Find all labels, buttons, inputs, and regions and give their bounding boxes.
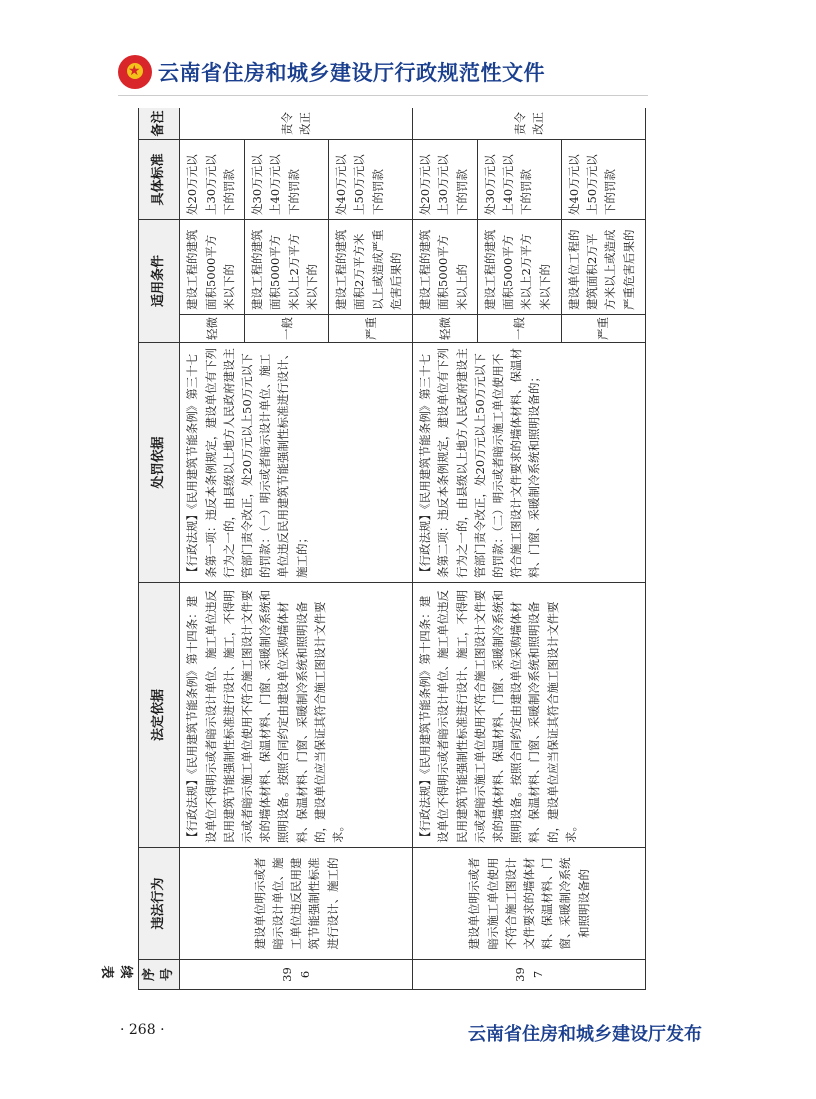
tier-standard: 处30万元以上40万元以下的罚款 (245, 139, 329, 219)
penalty-basis-cell: 【行政法规】《民用建筑节能条例》第三十七条第二项：违反本条例规定，建设单位有下列行为之一的，由县级以上地方人民政府建设主管部门责令改正，处20万元以上50万元以下的罚款：（二）明示或者暗示施工单位使用不符合施工图设计文件要求的墙体材料、保温材料、门窗、采暖制冷系统和照明设备的； (413, 343, 646, 583)
table-row (413, 108, 478, 990)
penalty-basis-cell: 【行政法规】《民用建筑节能条例》第三十七条第一项：违反本条例规定，建设单位有下列行为之一的，由县级以上地方人民政府建设主管部门责令改正，处20万元以上50万元以下的罚款：（一）明示或者暗示设计单位、施工单位违反民用建筑节能强制性标准进行设计、施工的； (180, 343, 413, 583)
row-index: 396 (180, 960, 413, 990)
tier-condition: 建设单位工程的建筑面积2万平方米以上或造成严重危害后果的 (561, 219, 645, 314)
violation-cell: 建设单位明示或者暗示施工单位使用不符合施工图设计文件要求的墙体材料、保温材料、门窗、采暖制冷系统和照明设备的 (413, 848, 646, 960)
tier-condition: 建设工程的建筑面积5000平方米以上2万平方米以下的 (478, 219, 562, 314)
tier-level: 严重 (561, 315, 645, 343)
tier-condition: 建设工程的建筑面积5000平方米以上的 (413, 219, 478, 314)
row-index: 397 (413, 960, 646, 990)
tier-level: 严重 (329, 315, 413, 343)
col-header-violation: 违法行为 (139, 848, 180, 960)
tier-condition: 建设工程的建筑面积5000平方米以上2万平方米以下的 (245, 219, 329, 314)
tier-standard: 处30万元以上40万元以下的罚款 (478, 139, 562, 219)
tier-condition: 建设工程的建筑面积2万平方米以上或造成严重危害后果的 (329, 219, 413, 314)
table-row (180, 108, 245, 990)
publisher-footer: 云南省住房和城乡建设厅发布 (468, 1024, 702, 1045)
remark-cell: 责令改正 (180, 108, 413, 139)
header-divider (118, 95, 648, 96)
penalty-table (138, 108, 646, 990)
col-header-index: 序号 (139, 960, 180, 990)
legal-basis-cell: 【行政法规】《民用建筑节能条例》第十四条：建设单位不得明示或者暗示设计单位、施工单位违反民用建筑节能强制性标准进行设计、施工，不得明示或者暗示施工单位使用不符合施工图设计文件要求的墙体材料、保温材料、门窗、采暖制冷系统和照明设备。按照合同约定由建设单位采购墙体材料、保温材料、门窗、采暖制冷系统和照明设备的，建设单位应当保证其符合施工图设计文件要求。 (180, 583, 413, 848)
table-header-row (139, 108, 180, 990)
national-emblem-icon (118, 55, 152, 89)
col-header-legal-basis: 法定依据 (139, 583, 180, 848)
violation-cell: 建设单位明示或者暗示设计单位、施工单位违反民用建筑节能强制性标准进行设计、施工的 (180, 848, 413, 960)
legal-basis-cell: 【行政法规】《民用建筑节能条例》第十四条：建设单位不得明示或者暗示设计单位、施工单位违反民用建筑节能强制性标准进行设计、施工，不得明示或者暗示施工单位使用不符合施工图设计文件要求的墙体材料、保温材料、门窗、采暖制冷系统和照明设备。按照合同约定由建设单位采购墙体材料、保温材料、门窗、采暖制冷系统和照明设备的，建设单位应当保证其符合施工图设计文件要求。 (413, 583, 646, 848)
remark-cell: 责令改正 (413, 108, 646, 139)
tier-level: 轻微 (180, 315, 245, 343)
tier-standard: 处20万元以上30万元以下的罚款 (180, 139, 245, 219)
tier-standard: 处20万元以上30万元以下的罚款 (413, 139, 478, 219)
tier-level: 轻微 (413, 315, 478, 343)
tier-level: 一般 (478, 315, 562, 343)
col-header-remark: 备注 (139, 108, 180, 139)
header-title: 云南省住房和城乡建设厅行政规范性文件 (158, 61, 545, 85)
continued-label: 续表 (99, 965, 133, 979)
page-number: · 268 · (120, 1022, 165, 1038)
document-header (118, 50, 545, 94)
col-header-standard: 具体标准 (139, 139, 180, 219)
col-header-conditions: 适用条件 (139, 219, 180, 342)
table-container (138, 108, 646, 990)
col-header-penalty-basis: 处罚依据 (139, 343, 180, 583)
tier-standard: 处40万元以上50万元以下的罚款 (329, 139, 413, 219)
tier-standard: 处40万元以上50万元以下的罚款 (561, 139, 645, 219)
tier-level: 一般 (245, 315, 329, 343)
tier-condition: 建设工程的建筑面积5000平方米以下的 (180, 219, 245, 314)
